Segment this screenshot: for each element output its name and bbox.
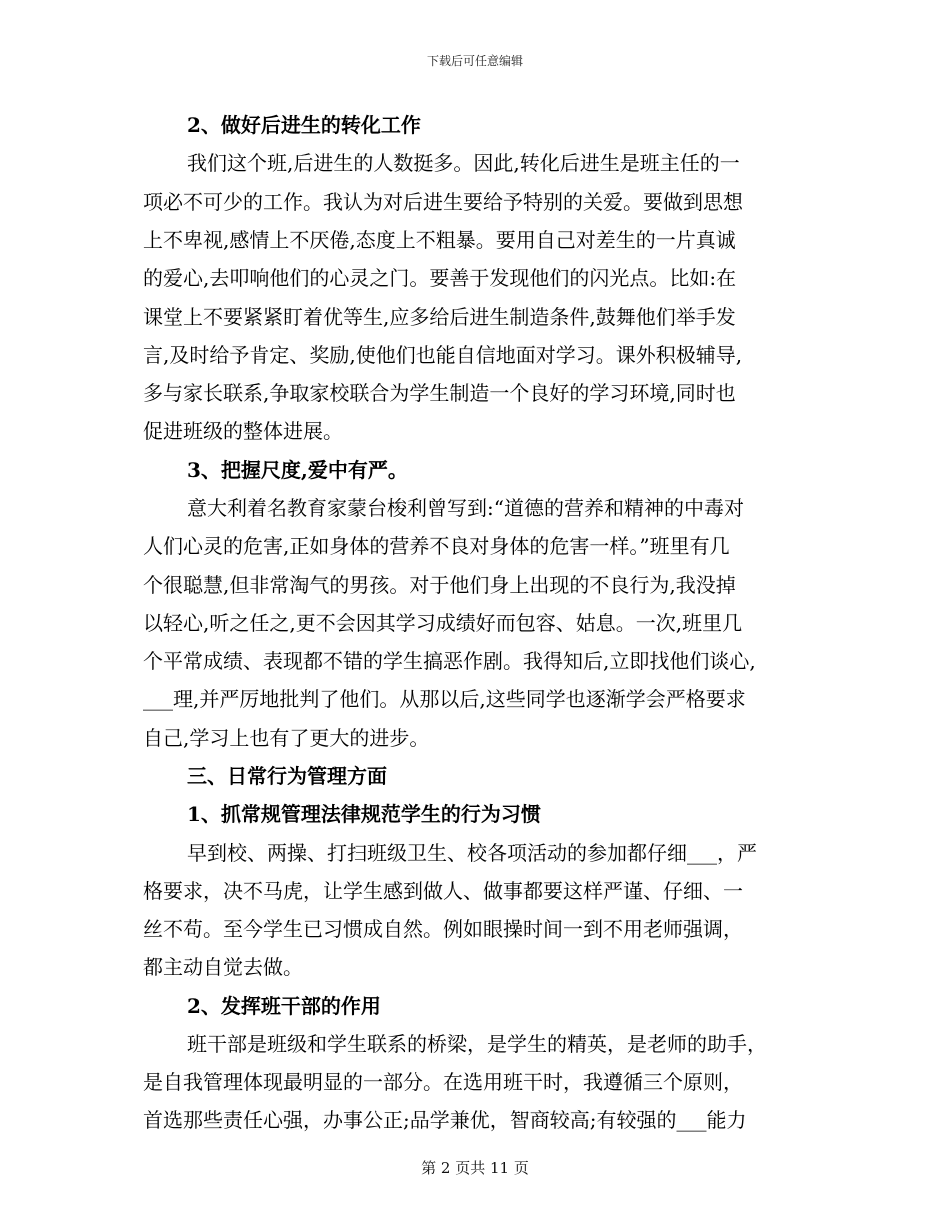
page-footer: 第 2 页共 11 页 <box>421 1159 529 1177</box>
paragraph-line: 我们这个班,后进生的人数挺多。因此,转化后进生是班主任的一 <box>187 151 740 175</box>
paragraph-line: 都主动自觉去做。 <box>143 955 303 979</box>
page-header: 下载后可任意编辑 <box>426 54 523 68</box>
paragraph-line: 首选那些责任心强，办事公正;品学兼优，智商较高;有较强的___能力 <box>143 1108 747 1132</box>
paragraph-line: 自己,学习上也有了更大的进步。 <box>143 726 430 750</box>
section-heading: 1、抓常规管理法律规范学生的行为习惯 <box>187 802 541 826</box>
paragraph-line: 个很聪慧,但非常淘气的男孩。对于他们身上出现的不良行为,我没掉 <box>143 573 736 597</box>
paragraph-line: 意大利着名教育家蒙台梭利曾写到:“道德的营养和精神的中毒对 <box>187 496 744 520</box>
paragraph-line: 格要求，决不马虎，让学生感到做人、做事都要这样严谨、仔细、一 <box>143 879 743 903</box>
paragraph-line: 以轻心,听之任之,更不会因其学习成绩好而包容、姑息。一次,班里几 <box>143 611 743 635</box>
paragraph-line: 班干部是班级和学生联系的桥梁，是学生的精英，是老师的助手， <box>187 1032 767 1056</box>
section-heading: 2、做好后进生的转化工作 <box>187 113 421 137</box>
section-heading: 三、日常行为管理方面 <box>187 764 387 788</box>
paragraph-line: 人们心灵的危害,正如身体的营养不良对身体的危害一样。”班里有几 <box>143 534 730 558</box>
paragraph-line: 的爱心,去叩响他们的心灵之门。要善于发现他们的闪光点。比如:在 <box>143 266 737 290</box>
paragraph-line: 促进班级的整体进展。 <box>143 419 343 443</box>
paragraph-line: 言,及时给予肯定、奖励,使他们也能自信地面对学习。课外积极辅导, <box>143 343 743 367</box>
section-heading: 3、把握尺度,爱中有严。 <box>187 458 408 482</box>
paragraph-line: 丝不苟。至今学生已习惯成自然。例如眼操时间一到不用老师强调， <box>143 917 743 941</box>
paragraph-line: 上不卑视,感情上不厌倦,态度上不粗暴。要用自己对差生的一片真诚 <box>143 228 736 252</box>
section-heading: 2、发挥班干部的作用 <box>187 994 381 1018</box>
paragraph-line: 项必不可少的工作。我认为对后进生要给予特别的关爱。要做到思想 <box>143 190 743 214</box>
paragraph-line: ___理,并严厉地批判了他们。从那以后,这些同学也逐渐学会严格要求 <box>143 687 746 711</box>
paragraph-line: 课堂上不要紧紧盯着优等生,应多给后进生制造条件,鼓舞他们举手发 <box>143 305 736 329</box>
paragraph-line: 多与家长联系,争取家校联合为学生制造一个良好的学习环境,同时也 <box>143 381 736 405</box>
paragraph-line: 个平常成绩、表现都不错的学生搞恶作剧。我得知后,立即找他们谈心, <box>143 649 756 673</box>
paragraph-line: 早到校、两操、打扫班级卫生、校各项活动的参加都仔细___，严 <box>187 841 757 865</box>
paragraph-line: 是自我管理体现最明显的一部分。在选用班干时，我遵循三个原则， <box>143 1070 743 1094</box>
